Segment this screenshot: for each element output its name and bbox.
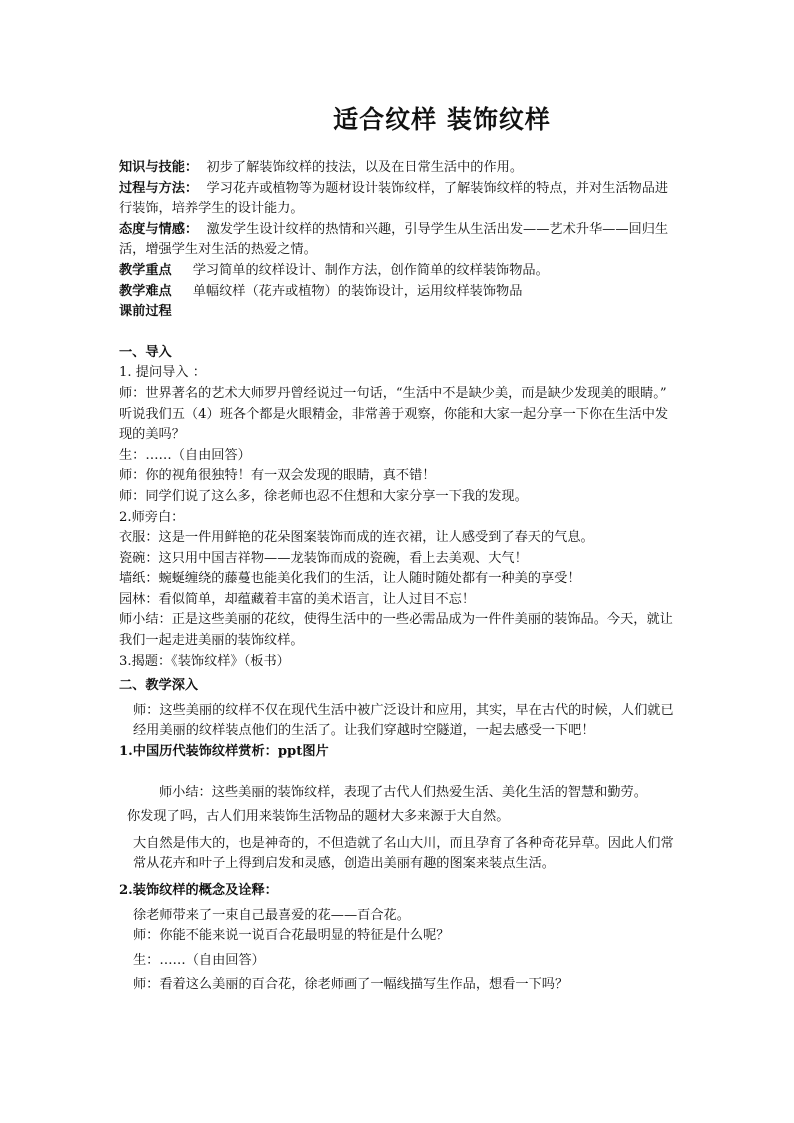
attitude-label: 态度与情感： xyxy=(119,221,199,237)
document-title: 适合纹样 装饰纹样 xyxy=(333,105,551,134)
section1-line: 听说我们五（4）班各个都是火眼精金，非常善于观察，你能和大家一起分享一下你在生活中发现的美吗？ xyxy=(119,406,669,443)
section2-lily3: 生：……（自由回答） xyxy=(133,952,265,968)
process-heading: 课前过程 xyxy=(119,304,172,320)
section1-line: 2.师旁白： xyxy=(119,509,185,525)
section1-line: 师：世界著名的艺术大师罗丹曾经说过一句话，“生活中不是缺少美，而是缺少发现美的眼睛。” xyxy=(119,385,667,401)
objective-attitude xyxy=(119,220,679,261)
teaching-difficulty xyxy=(119,282,679,303)
section2-lily2: 师：你能不能来说一说百合花最明显的特征是什么呢？ xyxy=(133,928,450,944)
objective-process xyxy=(119,179,679,220)
difficulty-text: 单幅纹样（花卉或植物）的装饰设计，运用纹样装饰物品 xyxy=(192,283,523,299)
spacer xyxy=(119,323,679,343)
key-label: 教学重点 xyxy=(119,262,172,278)
section2-nature1: 你发现了吗，古人们用来装饰生活物品的题材大多来源于大自然。 xyxy=(127,809,510,825)
section2-nature2: 大自然是伟大的，也是神奇的，不但造就了名山大川，而且孕育了各种奇花异草。因此人们常常从花卉和叶子上得到启发和灵感，创造出美丽有趣的图案来装点生活。 xyxy=(133,835,674,872)
key-text: 学习简单的纹样设计、制作方法，创作简单的纹样装饰物品。 xyxy=(192,262,549,278)
section2-sub1: 1.中国历代装饰纹样赏析：ppt图片 xyxy=(119,744,329,760)
section1-line: 园林：看似简单，却蕴藏着丰富的美术语言，让人过目不忘！ xyxy=(119,591,476,607)
spacer xyxy=(119,763,679,783)
section2-intro: 师：这些美丽的纹样不仅在现代生活中被广泛设计和应用，其实，早在古代的时候，人们就已经用美丽的纹样装点他们的生活了。让我们穿越时空隧道，一起去感受一下吧！ xyxy=(133,702,674,739)
section2-lily4: 师：看着这么美丽的百合花，徐老师画了一幅线描写生作品，想看一下吗？ xyxy=(133,977,569,993)
section1-line: 师小结：正是这些美丽的花纹，使得生活中的一些必需品成为一件件美丽的装饰品。今天，就让我们一起走进美丽的装饰纹样。 xyxy=(119,612,673,649)
knowledge-label: 知识与技能： xyxy=(119,160,199,175)
section2-heading: 二、教学深入 xyxy=(119,678,199,694)
section2-lily1: 徐老师带来了一束自己最喜爱的花——百合花。 xyxy=(133,907,410,923)
section1-line: 瓷碗：这只用中国吉祥物——龙装饰而成的瓷碗，看上去美观、大气！ xyxy=(119,550,528,566)
objective-knowledge xyxy=(119,158,679,179)
section1-line: 1. 提问导入 ： xyxy=(119,365,206,381)
section1-line: 3.揭题：《装饰纹样》（板书） xyxy=(119,653,290,669)
process-label: 过程与方法： xyxy=(119,180,199,196)
section1-line: 墙纸：蜿蜒缠绕的藤蔓也能美化我们的生活，让人随时随处都有一种美的享受！ xyxy=(119,571,581,587)
section1-line: 师：你的视角很独特！有一双会发现的眼睛，真不错！ xyxy=(119,468,436,484)
knowledge-text: 初步了解装饰纹样的技法，以及在日常生活中的作用。 xyxy=(206,160,524,175)
section1-line: 生：……（自由回答） xyxy=(119,447,251,463)
section1-heading: 一、导入 xyxy=(119,344,172,360)
difficulty-label: 教学难点 xyxy=(119,283,172,299)
attitude-text: 激发学生设计纹样的热情和兴趣，引导学生从生活出发——艺术升华——回归生活，增强学生对生活的热爱之情。 xyxy=(119,221,669,258)
teaching-key-point xyxy=(119,261,679,282)
section2-summary: 师小结：这些美丽的装饰纹样，表现了古代人们热爱生活、美化生活的智慧和勤劳。 xyxy=(159,784,647,800)
process-text: 学习花卉或植物等为题材设计装饰纹样，了解装饰纹样的特点，并对生活物品进行装饰，培养学生的设计能力。 xyxy=(119,180,669,217)
section2-sub2: 2.装饰纹样的概念及诠释： xyxy=(119,883,278,898)
document-body xyxy=(119,158,679,996)
section1-line: 衣服：这是一件用鲜艳的花朵图案装饰而成的连衣裙，让人感受到了春天的气息。 xyxy=(119,530,594,546)
section1-line: 师：同学们说了这么多，徐老师也忍不住想和大家分享一下我的发现。 xyxy=(119,488,528,504)
